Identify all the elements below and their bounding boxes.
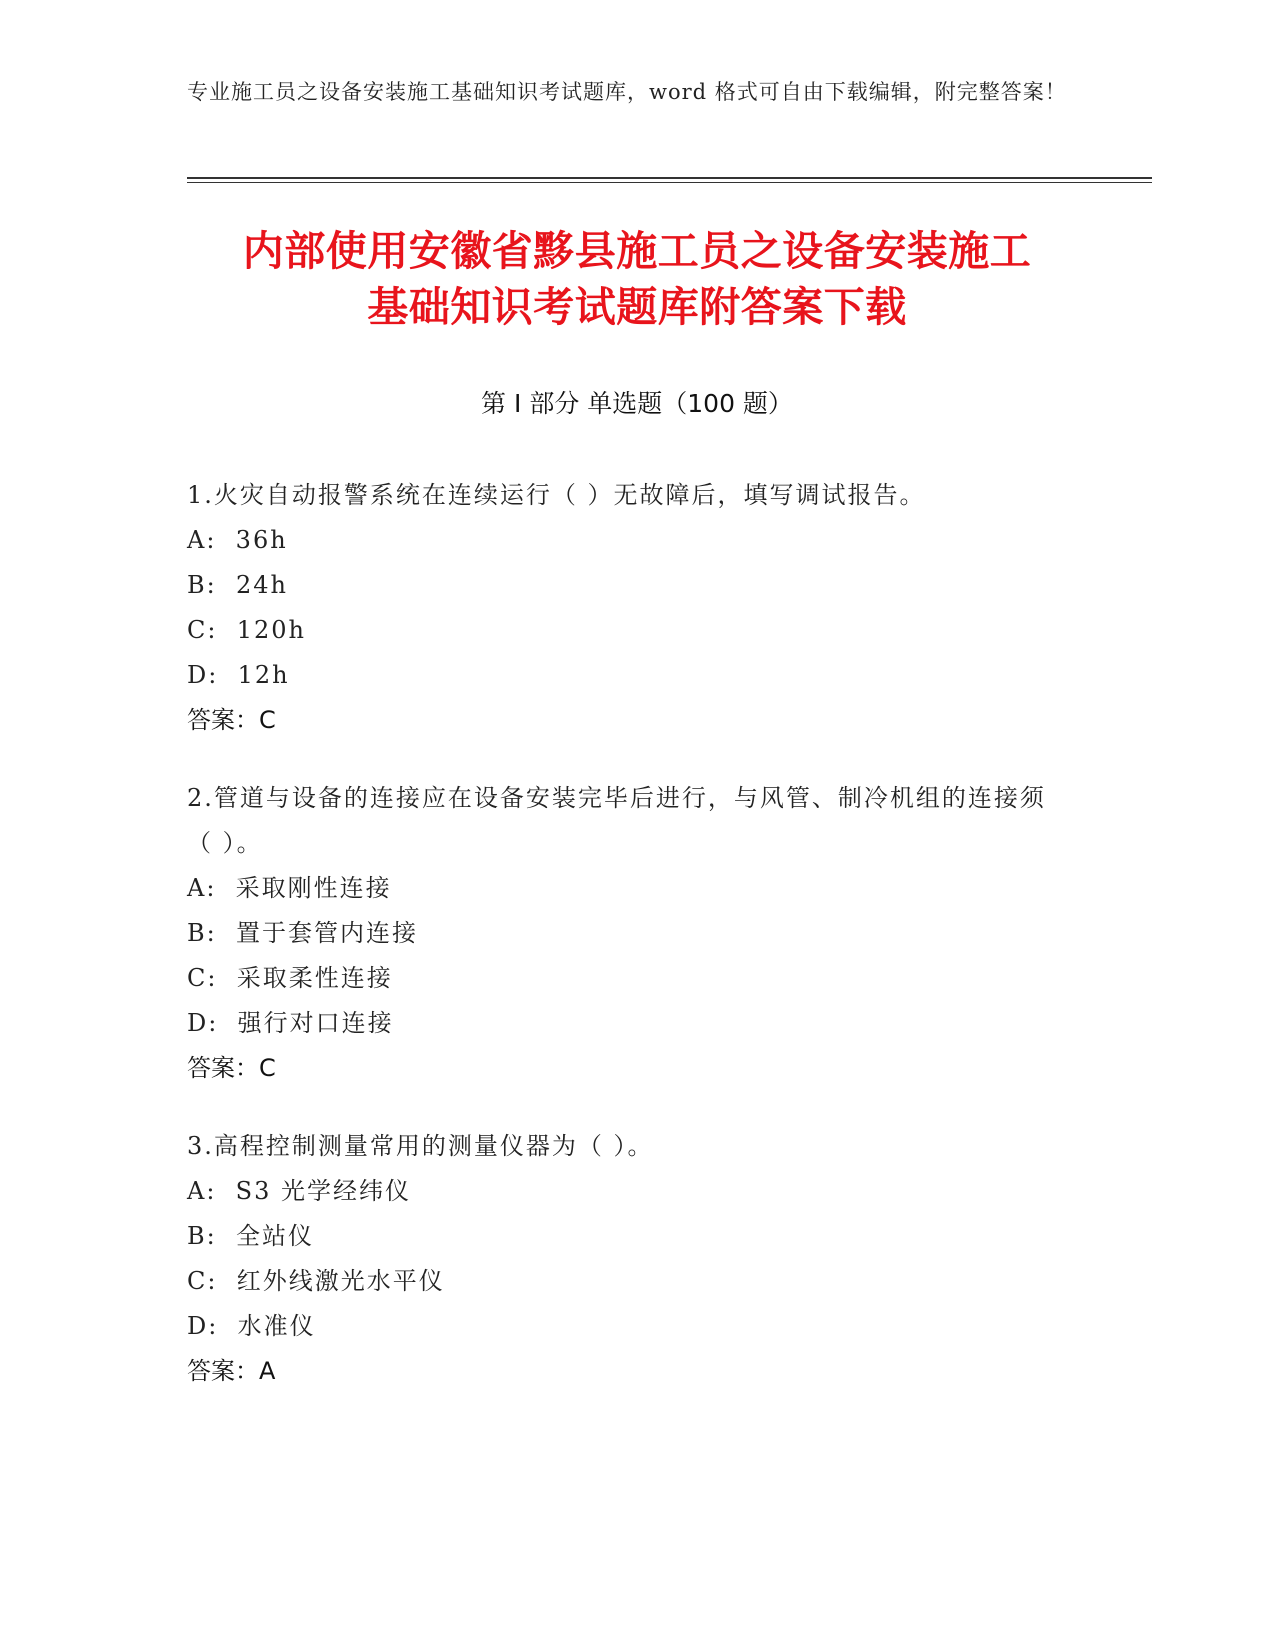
answer: 答案：C [187,1054,276,1082]
answer: 答案：C [187,706,276,734]
document-title-line-2: 基础知识考试题库附答案下载 [367,283,907,331]
question-3 [187,1124,1067,1394]
section-heading: 第 I 部分 单选题（100 题） [481,389,793,418]
question-stem: 3.高程控制测量常用的测量仪器为（ ）。 [187,1132,654,1160]
header-note: 专业施工员之设备安装施工基础知识考试题库，word 格式可自由下载编辑，附完整答案！ [187,80,1067,104]
answer: 答案：A [187,1357,276,1385]
document-title-line-1: 内部使用安徽省黟县施工员之设备安装施工 [242,227,1032,275]
option-a: A: 采取刚性连接 [187,874,392,902]
option-d: D: 水准仪 [187,1312,316,1340]
question-stem: 1.火灾自动报警系统在连续运行（ ）无故障后，填写调试报告。 [187,481,926,509]
option-b: B: 24h [187,571,288,599]
option-c: C: 红外线激光水平仪 [187,1267,445,1295]
document-title [137,223,1137,335]
option-b: B: 全站仪 [187,1222,314,1250]
question-1 [187,473,1067,743]
option-d: D: 12h [187,661,290,689]
option-c: C: 120h [187,616,306,644]
option-b: B: 置于套管内连接 [187,919,418,947]
question-2 [187,776,1067,1091]
header-divider-thin [187,182,1152,183]
question-list [187,473,1067,1427]
option-d: D: 强行对口连接 [187,1009,394,1037]
option-a: A: S3 光学经纬仪 [187,1177,412,1205]
question-stem: 2.管道与设备的连接应在设备安装完毕后进行，与风管、制冷机组的连接须（ ）。 [187,784,1046,857]
option-c: C: 采取柔性连接 [187,964,393,992]
header-divider-thick [187,177,1152,179]
option-a: A: 36h [187,526,288,554]
